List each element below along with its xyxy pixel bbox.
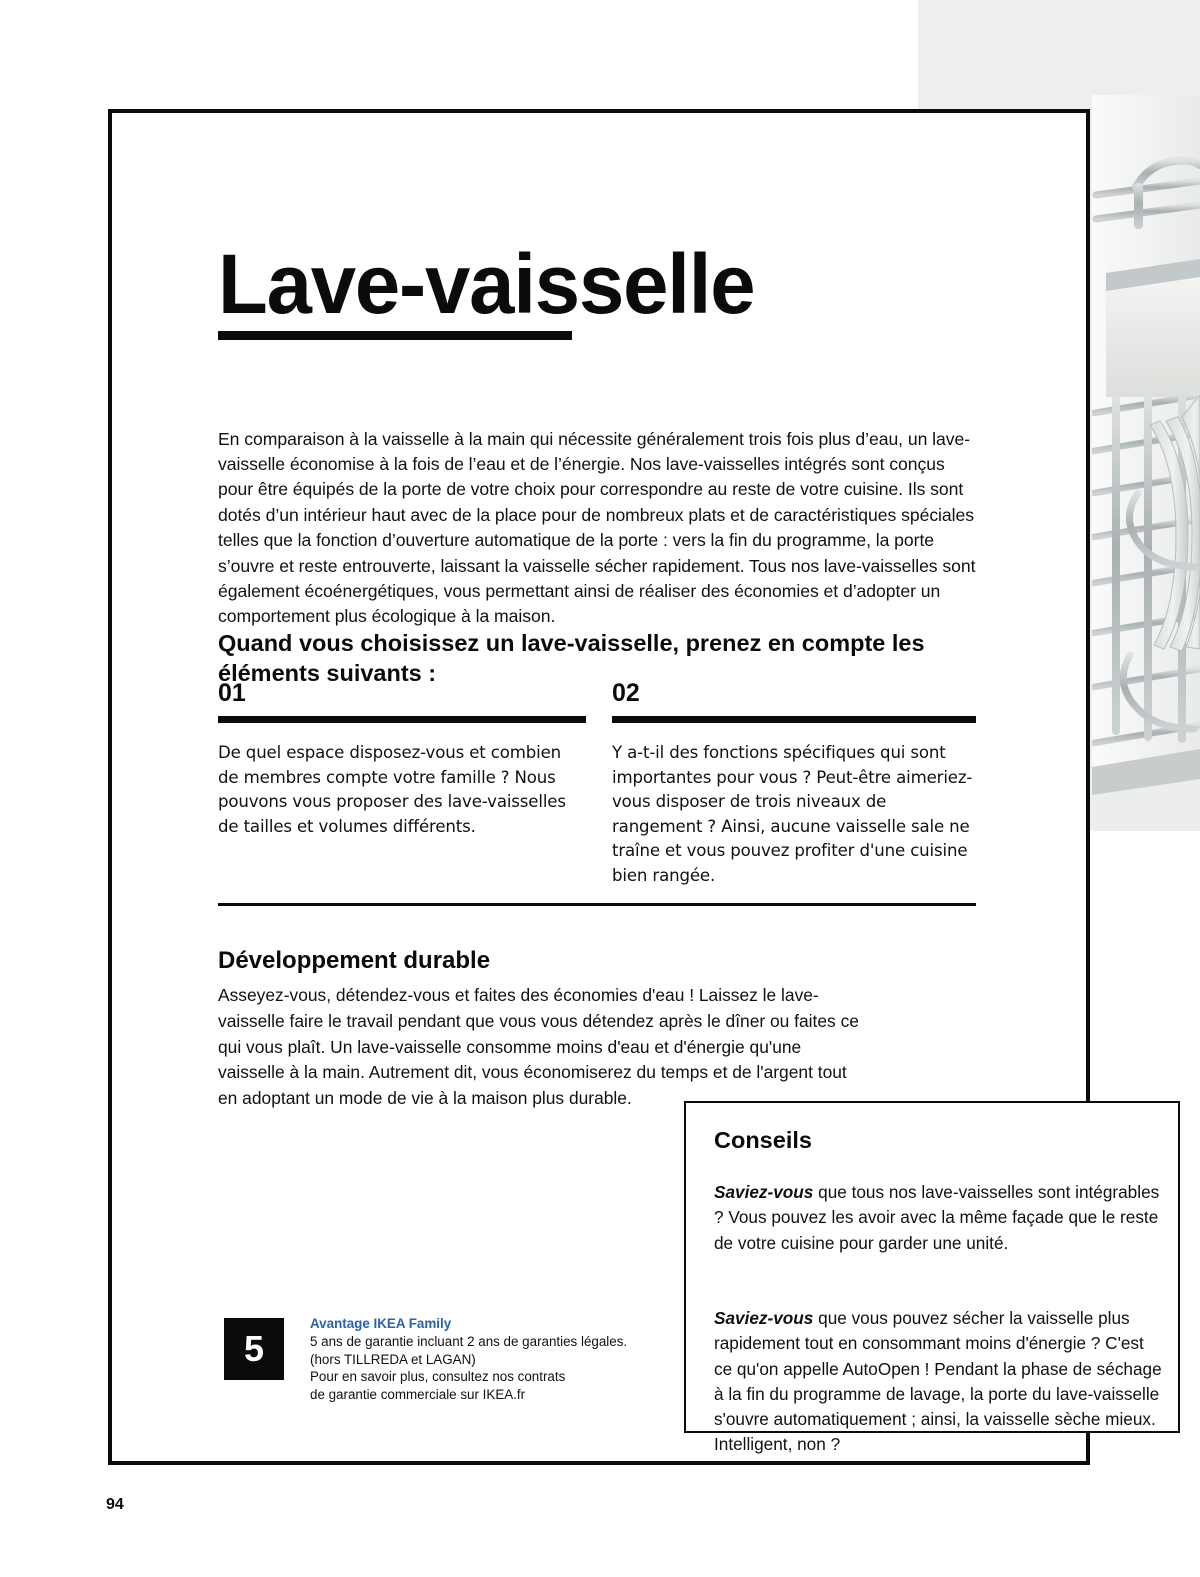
ikea-family-line: de garantie commerciale sur IKEA.fr (310, 1386, 526, 1402)
consideration-text: Y a-t-il des fonctions spécifiques qui sont importantes pour vous ? Peut-être aimeriez-vous disposer de trois niveaux de rangement ? Ainsi, aucune vaisselle sale ne traîne et vous pouvez profiter d'une cuisine bien rangée. (612, 743, 973, 885)
consideration-rule (612, 716, 976, 723)
consideration-rule (218, 716, 586, 723)
tip-lead-2: Saviez-vous (714, 1308, 814, 1329)
consideration-text: De quel espace disposez-vous et combien de membres compte votre famille ? Nous pouvons vous proposer des lave-vaisselles de tailles et volumes différents. (218, 743, 566, 836)
ikea-family-offer (224, 1318, 627, 1403)
intro-paragraph: En comparaison à la vaisselle à la main qui nécessite généralement trois fois plus d’eau, un lave-vaisselle économise à la fois de l’eau et de l’énergie. Nos lave-vaisselles intégrés sont conçus pour être équipés de la porte de votre choix pour correspondre au reste de votre cuisine. Ils sont dotés d’un intérieur haut avec de la place pour de nombreux plats et de caractéristiques spéciales telles que la fonction d’ouverture automatique de la porte : vers la fin du programme, la porte s’ouvre et reste entrouverte, laissant la vaisselle sécher rapidement. Tous nos lave-vaisselles sont également écoénergétiques, vous permettant ainsi de réaliser des économies et d’adopter un comportement plus écologique à la maison. (218, 428, 976, 627)
tip-paragraph-1 (714, 1180, 1164, 1256)
tip-body-1: que tous nos lave-vaisselles sont intégrables ? Vous pouvez les avoir avec la même façade que le reste de votre cuisine pour garder une unité. (714, 1182, 1160, 1253)
ikea-family-line: Pour en savoir plus, consultez nos contrats (310, 1369, 566, 1385)
consideration-number: 02 (612, 679, 640, 707)
section-divider-rule (218, 903, 976, 906)
tip-lead-1: Saviez-vous (714, 1182, 814, 1203)
ikea-family-text-block (310, 1315, 627, 1403)
page-number: 94 (106, 1496, 124, 1513)
sustainability-heading: Développement durable (218, 946, 491, 974)
consideration-item-02 (612, 678, 976, 889)
consideration-item-01 (218, 678, 586, 839)
page-title: Lave-vaisselle (218, 237, 755, 332)
ikea-family-title: Avantage IKEA Family (310, 1316, 452, 1331)
warranty-years-badge: 5 (224, 1318, 284, 1380)
sustainability-paragraph: Asseyez-vous, détendez-vous et faites des économies d'eau ! Laissez le lave-vaisselle faire le travail pendant que vous vous détendez après le dîner ou faites ce qui vous plaît. Un lave-vaisselle consomme moins d'eau et d'énergie qu'une vaisselle à la main. Autrement dit, vous économiserez du temps et de l'argent tout en adoptant un mode de vie à la maison plus durable. (218, 985, 859, 1108)
consideration-number: 01 (218, 679, 246, 707)
tips-box (684, 1101, 1180, 1455)
tip-body-2: que vous pouvez sécher la vaisselle plus rapidement tout en consommant moins d'énergie ? C'est ce qu'on appelle AutoOpen ! Pendant la phase de séchage à la fin du programme de lavage, la porte du lave-vaisselle s'ouvre automatiquement ; ainsi, la vaisselle sèche mieux. Intelligent, non ? (714, 1308, 1162, 1455)
considerations-heading: Quand vous choisissez un lave-vaisselle, prenez en compte les éléments suivants : (218, 629, 925, 686)
tip-paragraph-2 (714, 1306, 1164, 1457)
tips-heading: Conseils (714, 1127, 812, 1153)
title-underline-rule (218, 331, 572, 340)
dishwasher-basket-photo (1092, 95, 1200, 831)
ikea-family-line: 5 ans de garantie incluant 2 ans de garanties légales. (310, 1334, 628, 1349)
ikea-family-line: (hors TILLREDA et LAGAN) (310, 1351, 476, 1367)
